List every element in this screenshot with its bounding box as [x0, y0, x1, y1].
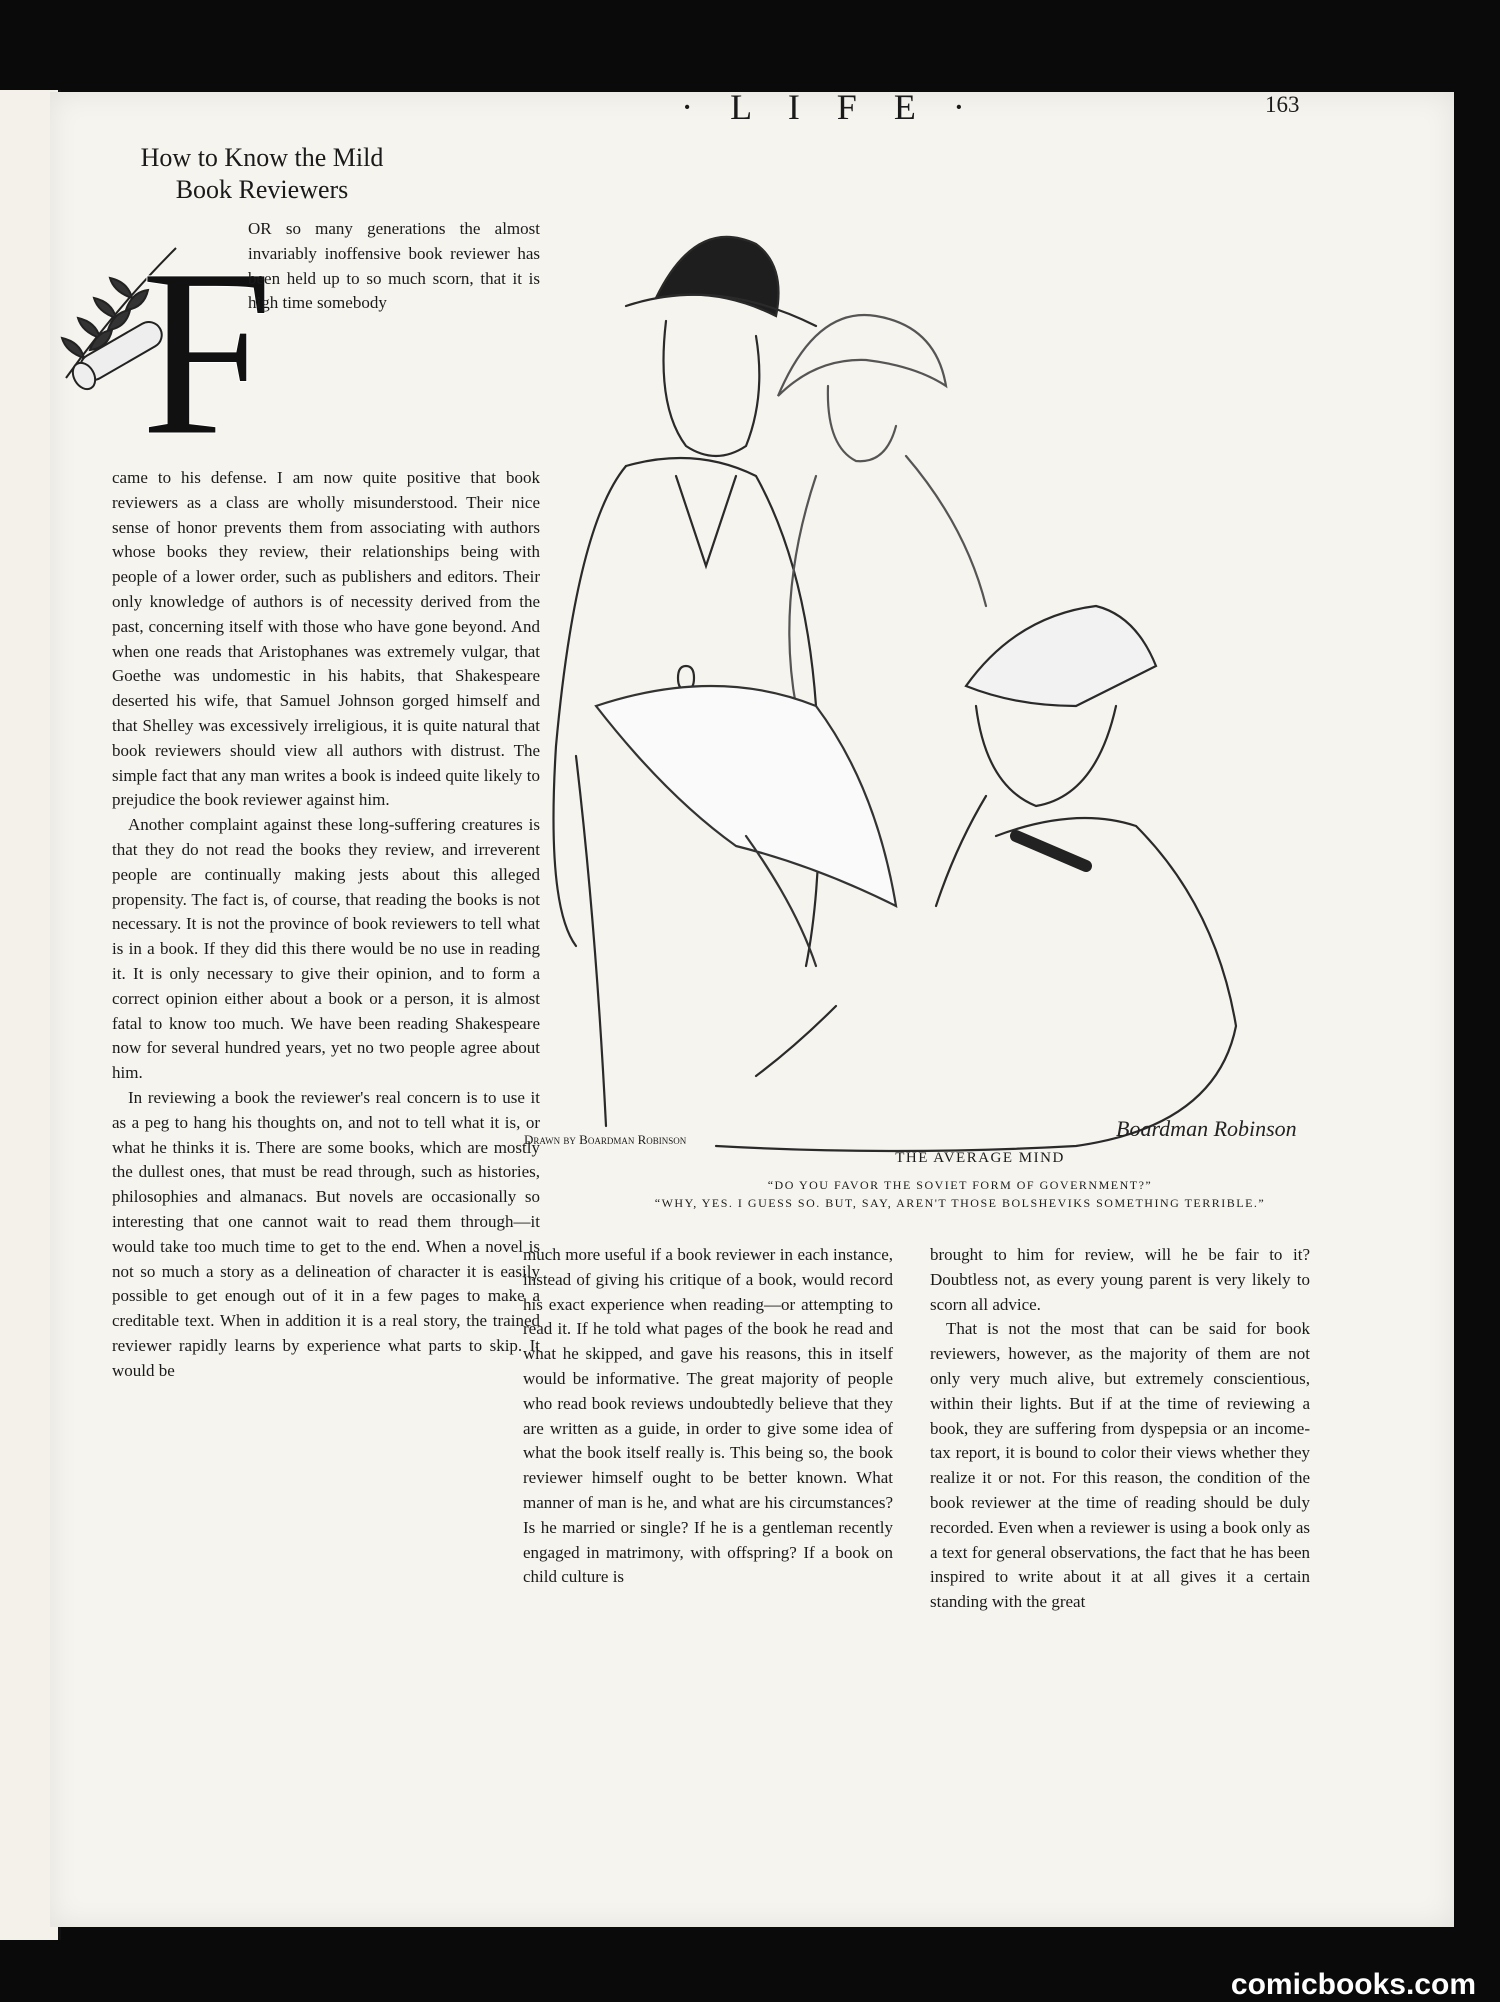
newspaper-icon [596, 686, 896, 966]
masthead: · L I F E · [681, 87, 979, 127]
article-column-3 [930, 1243, 1310, 1615]
article-opening-text: OR so many generations the almost invariably inoffensive book reviewer has been held up to so much scorn, that it is high time somebody [248, 219, 540, 313]
article-title: How to Know the Mild Book Reviewers [140, 143, 384, 204]
cartoon-illustration [516, 146, 1356, 1226]
watermark: comicbooks.com [1230, 1968, 1476, 2001]
page-number: 163 [1265, 92, 1300, 117]
paragraph: That is not the most that can be said for book reviewers, however, as the majority of them are not only very much alive, but extremely conscientious, within their lights. But if at the time of reviewing a book, they are suffering from dyspepsia or an income-tax report, it is bound to color their views whether they realize it or not. For this reason, the condition of the book reviewer at the time of reading should be duly recorded. Even when a reviewer is using a book only as a text for general observations, the fact that he has been inspired to write about it at all gives it a certain standing with the great [930, 1319, 1310, 1612]
paragraph: Another complaint against these long-suffering creatures is that they do not read the books they review, and irreverent people are continually making jests about this alleged propensity. The fact is, of course, that reading the books is not necessary. It is not the province of book reviewers to tell what is in a book. If they did this there would be no use in reading it. It is only necessary to give their opinion, and to form a correct opinion either about a book or a person, it is almost fatal to know too much. We have been reading Shakespeare now for several hundred years, yet no two people agree about him. [112, 815, 540, 1083]
article-column-1 [112, 466, 540, 1383]
paragraph: came to his defense. I am now quite positive that book reviewers as a class are wholly misunderstood. Their nice sense of honor prevents them from associating with authors whose books they review, their relationships being with people of a lower order, such as publishers and editors. Their only knowledge of authors is of necessity derived from the past, concerning itself with those who have gone beyond. And when one reads that Aristophanes was extremely vulgar, that Goethe was undomestic in his habits, that Shakespeare deserted his wife, that Samuel Johnson gorged himself and that Shelley was excessively irreligious, it is quite natural that book reviewers should view all authors with distrust. The simple fact that any man writes a book is indeed quite likely to prejudice the book reviewer against him. [112, 468, 540, 810]
bowler-hat-man-figure [554, 237, 820, 1126]
drop-cap-ornament [56, 218, 274, 485]
article-column-2 [523, 1243, 893, 1590]
paragraph: brought to him for review, will he be fair to it? Doubtless not, as every young parent is very likely to scorn all advice. [930, 1245, 1310, 1314]
cartoon-quote-answer: “WHY, YES. I GUESS SO. BUT, SAY, AREN'T THOSE BOLSHEVIKS SOMETHING TERRIBLE.” [654, 1196, 1266, 1210]
paragraph: much more useful if a book reviewer in each instance, instead of giving his critique of a book, would record his exact experience when reading—or attempting to read it. If he told what pages of the book he read and what he skipped, and gave his reasons, this in itself would be informative. The great majority of people who read book reviews undoubtedly believe that they are written as a guide, in order to give some idea of what the book itself really is. This being so, the book reviewer himself ought to be better known. What manner of man is he, and what are his circumstances? Is he married or single? If he is a gentleman recently engaged in matrimony, with offspring? If a book on child culture is [523, 1245, 893, 1587]
drop-cap-letter: F [140, 219, 274, 485]
paragraph: In reviewing a book the reviewer's real concern is to use it as a peg to hang his thoughts on, and not to tell what it is, or what he thinks it is. There are some books, which are mostly the dullest ones, that must be read through, such as histories, philosophies and almanacs. But novels are occasionally so interesting that one cannot wait to read them through—it would take too much time to get to the end. When a novel is not so much a story as a delineation of character it is easily possible to get enough out of it in a few pages to make a creditable text. When in addition it is a real story, the trained reviewer rapidly learns by experience what parts to skip. It would be [112, 1087, 540, 1380]
cartoon-caption-title: THE AVERAGE MIND [895, 1150, 1065, 1166]
illustration-credit: Drawn by Boardman Robinson [524, 1132, 687, 1147]
artist-signature: Boardman Robinson [1116, 1116, 1297, 1141]
cartoon-quote-question: “DO YOU FAVOR THE SOVIET FORM OF GOVERNMENT?” [767, 1178, 1153, 1192]
